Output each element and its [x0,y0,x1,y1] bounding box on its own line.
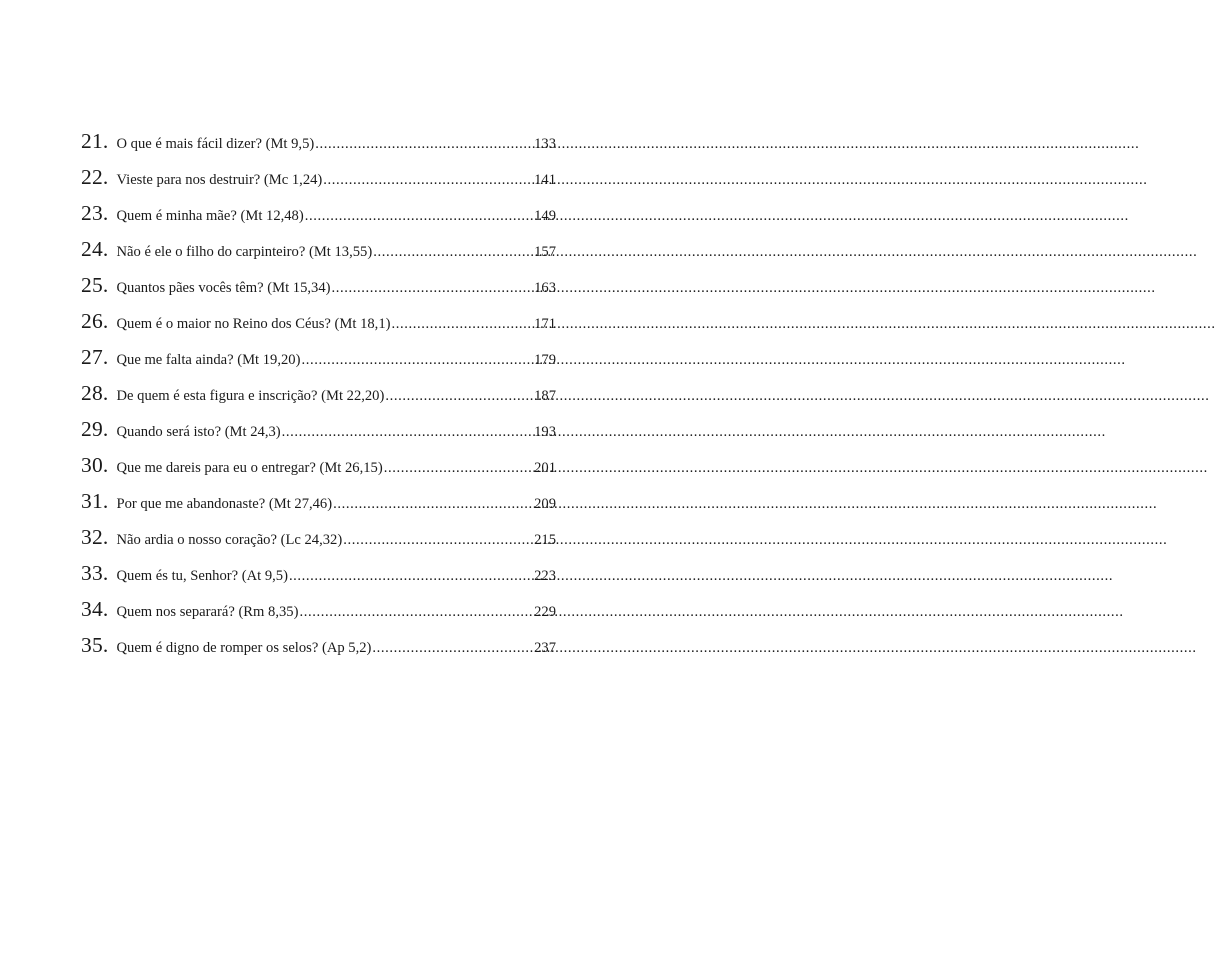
entry-page-number: 163 [534,280,556,296]
entry-title: Que me falta ainda? (Mt 19,20) [116,352,301,368]
toc-entry [81,267,556,303]
toc-entry [81,159,556,195]
entry-page-number: 133 [534,136,556,152]
entry-number: 24. [81,237,109,261]
toc-entry [81,519,556,555]
toc-entry [81,195,556,231]
entry-title: De quem é esta figura e inscrição? (Mt 22,20) [116,388,385,404]
entry-page-number: 237 [534,640,556,656]
entry-title: Por que me abandonaste? (Mt 27,46) [116,496,333,512]
entry-title: Quando será isto? (Mt 24,3) [116,424,281,440]
entry-number: 29. [81,417,109,441]
entry-page-number: 141 [534,172,556,188]
dot-leader [331,270,533,306]
dot-leader [289,558,533,594]
entry-page-number: 179 [534,352,556,368]
entry-page-number: 215 [534,532,556,548]
entry-page-number: 201 [534,460,556,476]
dot-leader [301,342,533,378]
entry-title: Vieste para nos destruir? (Mc 1,24) [116,172,323,188]
dot-leader [343,522,533,558]
entry-number: 28. [81,381,109,405]
entry-page-number: 193 [534,424,556,440]
entry-number: 32. [81,525,109,549]
entry-number: 23. [81,201,109,225]
toc-entry [81,123,556,159]
entry-page-number: 157 [534,244,556,260]
toc-entry [81,483,556,519]
entry-title: Quem é digno de romper os selos? (Ap 5,2) [116,640,372,656]
dot-leader [372,630,533,666]
entry-title: Quem é minha mãe? (Mt 12,48) [116,208,304,224]
entry-number: 22. [81,165,109,189]
toc-entry [81,411,556,447]
dot-leader [323,162,533,198]
dot-leader [391,306,533,342]
entry-number: 35. [81,633,109,657]
entry-number: 26. [81,309,109,333]
dot-leader [299,594,533,630]
entry-title: Quantos pães vocês têm? (Mt 15,34) [116,280,331,296]
dot-leader [385,378,533,414]
entry-number: 31. [81,489,109,513]
dot-leader [333,486,533,522]
entry-title: Não é ele o filho do carpinteiro? (Mt 13,55) [116,244,373,260]
entry-title: Quem és tu, Senhor? (At 9,5) [116,568,288,584]
entry-page-number: 223 [534,568,556,584]
entry-number: 30. [81,453,109,477]
entry-number: 21. [81,129,109,153]
entry-page-number: 171 [534,316,556,332]
dot-leader [282,414,533,450]
entry-title: Que me dareis para eu o entregar? (Mt 26,15) [116,460,383,476]
entry-number: 25. [81,273,109,297]
dot-leader [315,126,533,162]
entry-number: 34. [81,597,109,621]
entry-title: Quem é o maior no Reino dos Céus? (Mt 18,1) [116,316,391,332]
toc-entry [81,339,556,375]
toc-entry [81,627,556,663]
entry-page-number: 187 [534,388,556,404]
toc-entry [81,303,556,339]
entry-page-number: 209 [534,496,556,512]
entry-number: 33. [81,561,109,585]
entry-page-number: 149 [534,208,556,224]
entry-title: O que é mais fácil dizer? (Mt 9,5) [116,136,315,152]
toc-entry [81,231,556,267]
toc-entry [81,591,556,627]
dot-leader [373,234,533,270]
dot-leader [384,450,533,486]
entry-number: 27. [81,345,109,369]
entry-page-number: 229 [534,604,556,620]
toc-entry [81,447,556,483]
toc-entry [81,555,556,591]
entry-title: Quem nos separará? (Rm 8,35) [116,604,299,620]
dot-leader [305,198,533,234]
entry-title: Não ardia o nosso coração? (Lc 24,32) [116,532,343,548]
toc-entry [81,375,556,411]
table-of-contents [81,123,556,663]
